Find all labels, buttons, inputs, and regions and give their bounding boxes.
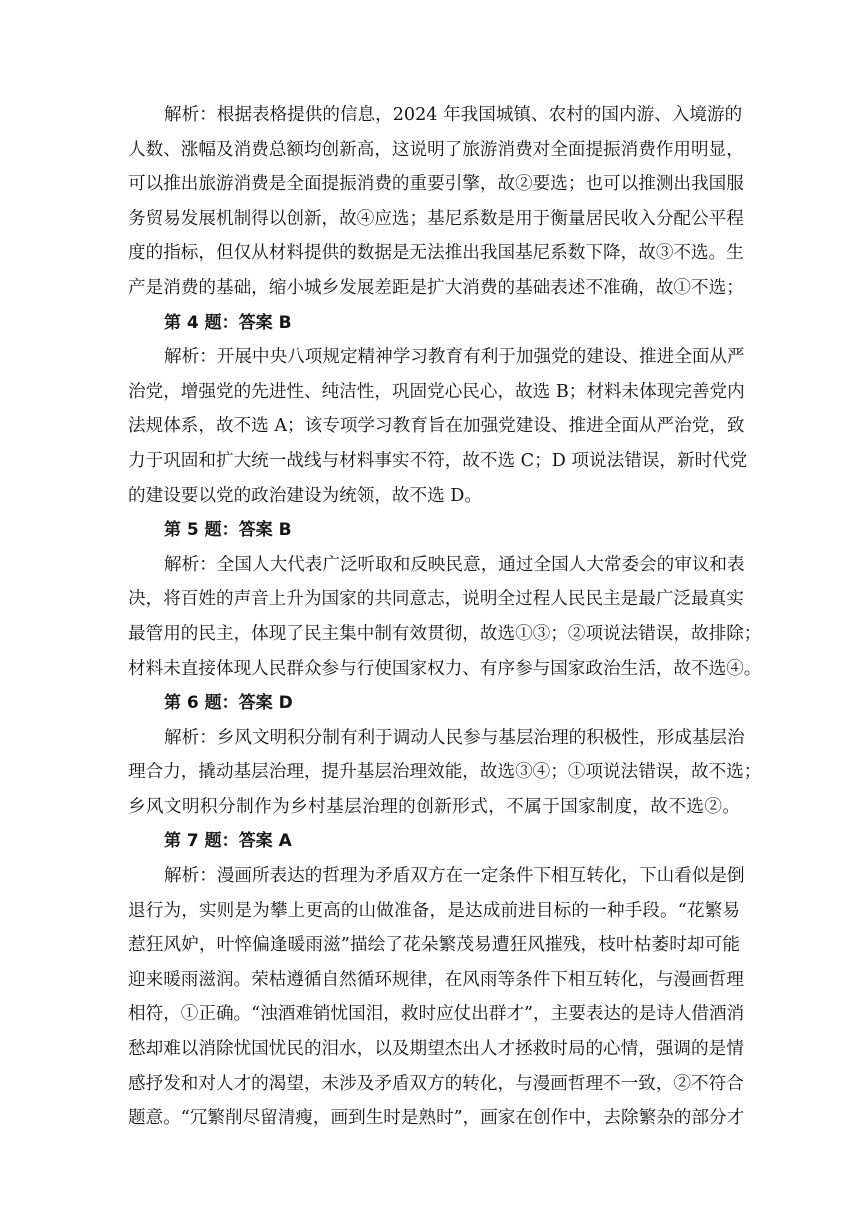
paragraph-q5-analysis bbox=[128, 548, 762, 686]
question-7-answer-heading: 第 7 题：答案 A bbox=[164, 831, 292, 852]
text-line: 可以推出旅游消费是全面提振消费的重要引擎，故②要选；也可以推测出我国服 bbox=[128, 174, 744, 195]
text-line: 迎来暖雨滋润。荣枯遵循自然循环规律，在风雨等条件下相互转化，与漫画哲理 bbox=[128, 969, 744, 990]
text-line: 退行为，实则是为攀上更高的山做准备，是达成前进目标的一种手段。“花繁易 bbox=[128, 900, 740, 921]
text-line: 解析：乡风文明积分制有利于调动人民参与基层治理的积极性，形成基层治 bbox=[164, 727, 745, 748]
text-line: 决，将百姓的声音上升为国家的共同意志，说明全过程人民民主是最广泛最真实 bbox=[128, 589, 744, 610]
text-line: 的建设要以党的政治建设为统领，故不选 D。 bbox=[128, 485, 482, 506]
text-line: 力于巩固和扩大统一战线与材料事实不符，故不选 C；D 项说法错误，新时代党 bbox=[128, 450, 748, 471]
text-line: 治党，增强党的先进性、纯洁性，巩固党心民心，故选 B；材料未体现完善党内 bbox=[128, 381, 745, 402]
paragraph-q4-analysis bbox=[128, 340, 748, 513]
text-line: 产是消费的基础，缩小城乡发展差距是扩大消费的基础表述不准确，故①不选； bbox=[128, 277, 744, 298]
text-line: 相符，①正确。“浊酒难销忧国泪，救时应仗出群才”，主要表达的是诗人借酒消 bbox=[128, 1004, 745, 1025]
text-line: 法规体系，故不选 A；该专项学习教育旨在加强党建设、推进全面从严治党，致 bbox=[128, 416, 745, 437]
question-6-answer-heading: 第 6 题：答案 D bbox=[164, 693, 293, 714]
paragraph-q3-analysis bbox=[128, 98, 744, 306]
text-line: 感抒发和对人才的渴望，未涉及矛盾双方的转化，与漫画哲理不一致，②不符合 bbox=[128, 1073, 744, 1094]
question-4-answer-heading: 第 4 题：答案 B bbox=[164, 312, 292, 333]
paragraph-q7-analysis bbox=[128, 859, 745, 1136]
text-line: 题意。“冗繁削尽留清瘦，画到生时是熟时”，画家在创作中，去除繁杂的部分才 bbox=[128, 1108, 745, 1129]
text-line: 乡风文明积分制作为乡村基层治理的创新形式，不属于国家制度，故不选②。 bbox=[128, 796, 740, 817]
text-line: 解析：全国人大代表广泛听取和反映民意，通过全国人大常委会的审议和表 bbox=[164, 554, 745, 575]
text-line: 理合力，撬动基层治理，提升基层治理效能，故选③④；①项说法错误，故不选； bbox=[128, 762, 762, 783]
paragraph-q6-analysis bbox=[128, 721, 762, 825]
text-line: 解析：开展中央八项规定精神学习教育有利于加强党的建设、推进全面从严 bbox=[164, 347, 745, 368]
text-line: 人数、涨幅及消费总额均创新高，这说明了旅游消费对全面提振消费作用明显， bbox=[128, 139, 744, 160]
text-line: 解析：根据表格提供的信息，2024 年我国城镇、农村的国内游、入境游的 bbox=[164, 105, 743, 125]
question-5-answer-heading: 第 5 题：答案 B bbox=[164, 520, 292, 541]
text-line: 务贸易发展机制得以创新，故④应选；基尼系数是用于衡量居民收入分配公平程 bbox=[128, 208, 744, 229]
text-line: 解析：漫画所表达的哲理为矛盾双方在一定条件下相互转化，下山看似是倒 bbox=[164, 866, 745, 887]
text-line: 最管用的民主，体现了民主集中制有效贯彻，故选①③；②项说法错误，故排除； bbox=[128, 623, 762, 644]
text-line: 材料未直接体现人民群众参与行使国家权力、有序参与国家政治生活，故不选④。 bbox=[128, 658, 762, 679]
answer-explanations bbox=[128, 98, 762, 1136]
text-line: 惹狂风妒，叶悴偏逢暖雨滋”描绘了花朵繁茂易遭狂风摧残，枝叶枯萎时却可能 bbox=[128, 935, 740, 956]
text-line: 度的指标，但仅从材料提供的数据是无法推出我国基尼系数下降，故③不选。生 bbox=[128, 243, 744, 264]
text-line: 愁却难以消除忧国忧民的泪水，以及期望杰出人才拯救时局的心情，强调的是情 bbox=[128, 1039, 744, 1060]
